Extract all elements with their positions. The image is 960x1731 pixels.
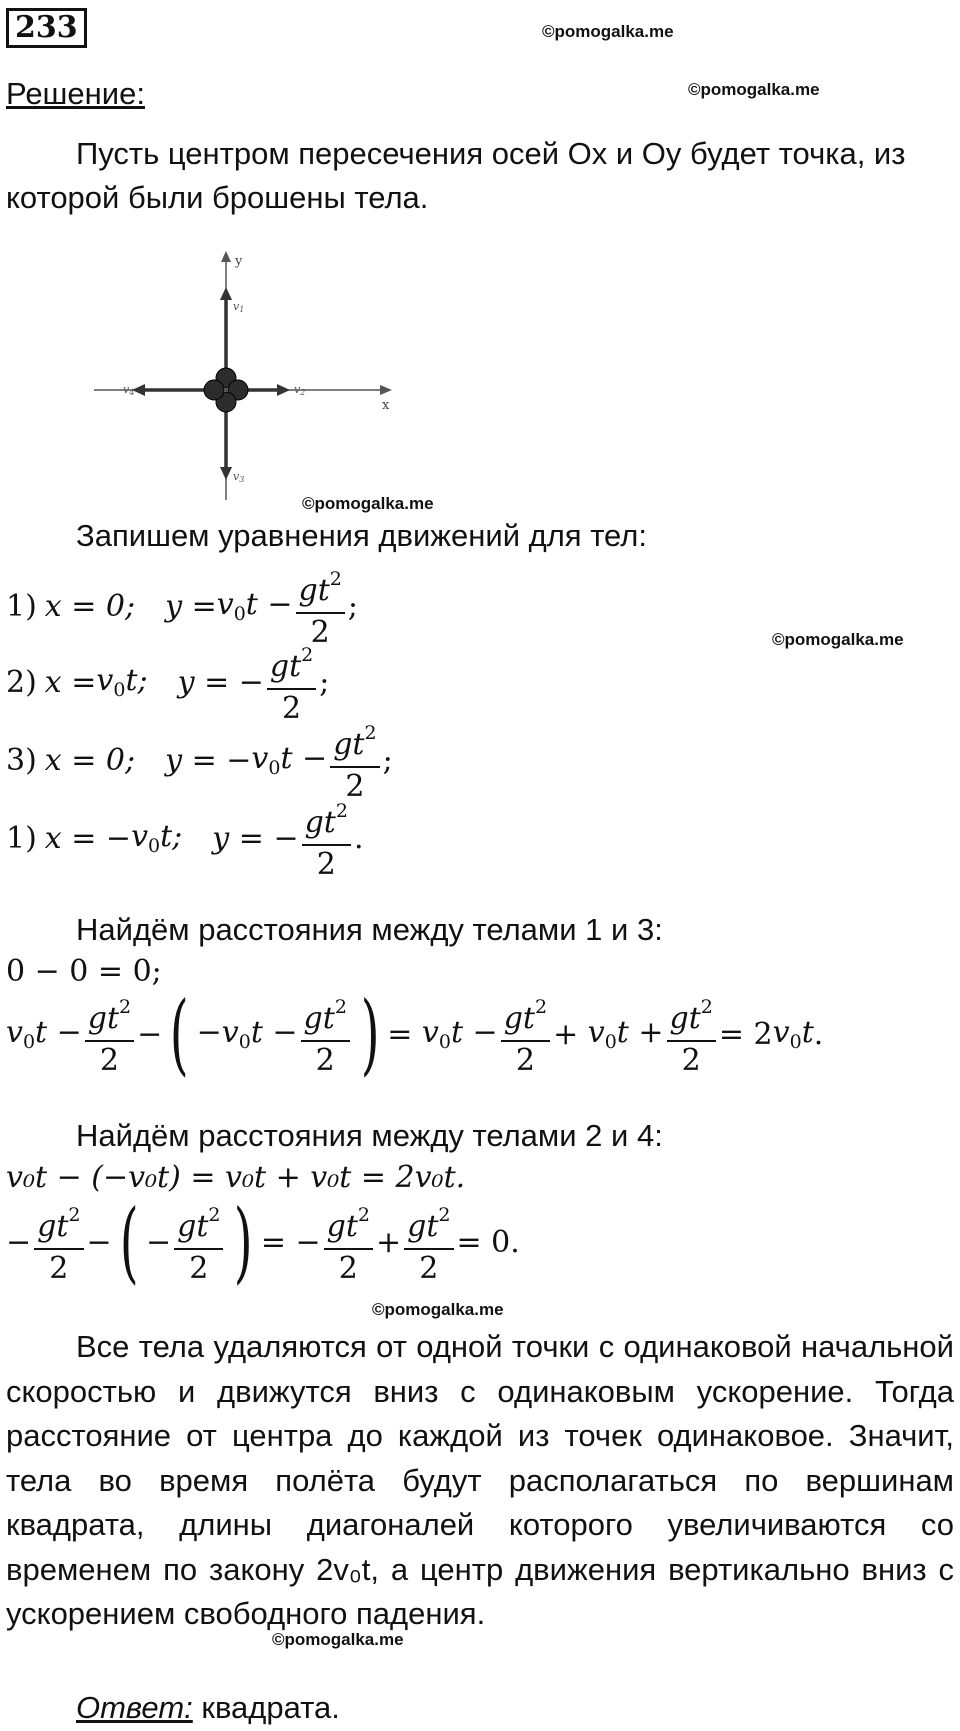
v3-label: v3 xyxy=(233,470,245,484)
watermark: ©pomogalka.me xyxy=(372,1300,504,1319)
v4-label: v4 xyxy=(123,383,135,397)
dist24-line1: v₀t − (−v₀t) = v₀t + v₀t = 2v₀t. xyxy=(6,1160,466,1195)
watermark: ©pomogalka.me xyxy=(688,80,820,99)
dist24-header: Найдём расстояния между телами 2 и 4: xyxy=(76,1118,663,1153)
conclusion-paragraph: Все тела удаляются от одной точки с одинаковой начальной скоростью и движутся вниз с одинаковым ускорение. Тогда расстояние от центра до каждой из точек одинаковое. Значит, тела во время полёта будут располагаться по вершинам квадрата, длины диагоналей которого увеличиваются со временем по закону 2v₀t, а центр движения вертикально вниз с ускорением свободного падения. xyxy=(6,1329,954,1631)
dist13-line2: $v_0t$ − $\frac{gt^2}{2}$ − ( $-v_0t$ − $\frac{gt^2}{2}$ ) = $v_0t$ − $\frac{gt^2}{2}$ + $v_0t$ + $\frac{gt^2}{2}$ = 2 $v_0t$ . xyxy=(6,982,824,1085)
equation-3: 3) x = 0; y = − $v_0t$ − $\frac{gt^2}{2}$ ; xyxy=(6,714,393,806)
motion-diagram xyxy=(90,245,400,505)
solution-heading: Решение: xyxy=(6,76,145,111)
x-axis-arrow-icon xyxy=(380,385,392,395)
dist24-line2: − $\frac{gt^2}{2}$ − ( − $\frac{gt^2}{2}$ ) = − $\frac{gt^2}{2}$ + $\frac{gt^2}{2}$ = 0. xyxy=(6,1190,520,1293)
y-axis-arrow-icon xyxy=(221,251,231,262)
ball-4 xyxy=(204,380,224,400)
v1-arrowhead-icon xyxy=(220,287,232,300)
y-axis-label: y xyxy=(235,254,243,269)
x-axis-label: x xyxy=(382,398,390,413)
equations-header: Запишем уравнения движений для тел: xyxy=(76,518,647,553)
equation-1: 1) x = 0; y = $v_0t$ − $\frac{gt^2}{2}$ ; xyxy=(6,560,358,652)
dist13-header: Найдём расстояния между телами 1 и 3: xyxy=(76,912,663,947)
problem-number: 233 xyxy=(6,8,87,48)
dist13-line1: 0 − 0 = 0; xyxy=(6,954,162,989)
equation-2: 2) x = $v_0t$; y = − $\frac{gt^2}{2}$ ; xyxy=(6,636,329,728)
equation-4: 1) x = − $v_0t$; y = − $\frac{gt^2}{2}$ . xyxy=(6,792,363,884)
watermark: ©pomogalka.me xyxy=(542,22,674,41)
v2-arrowhead-icon xyxy=(277,384,290,396)
watermark: ©pomogalka.me xyxy=(772,630,904,649)
answer-label: Ответ: xyxy=(76,1690,193,1725)
intro-paragraph: Пусть центром пересечения осей Ox и Oy будет точка, из которой были брошены тела. xyxy=(6,136,906,215)
watermark: ©pomogalka.me xyxy=(302,494,434,513)
watermark: ©pomogalka.me xyxy=(272,1630,404,1649)
v2-label: v2 xyxy=(294,383,306,397)
v3-arrowhead-icon xyxy=(220,467,232,480)
v1-label: v1 xyxy=(233,300,245,314)
answer xyxy=(76,1690,340,1726)
answer-text: квадрата. xyxy=(192,1690,340,1725)
